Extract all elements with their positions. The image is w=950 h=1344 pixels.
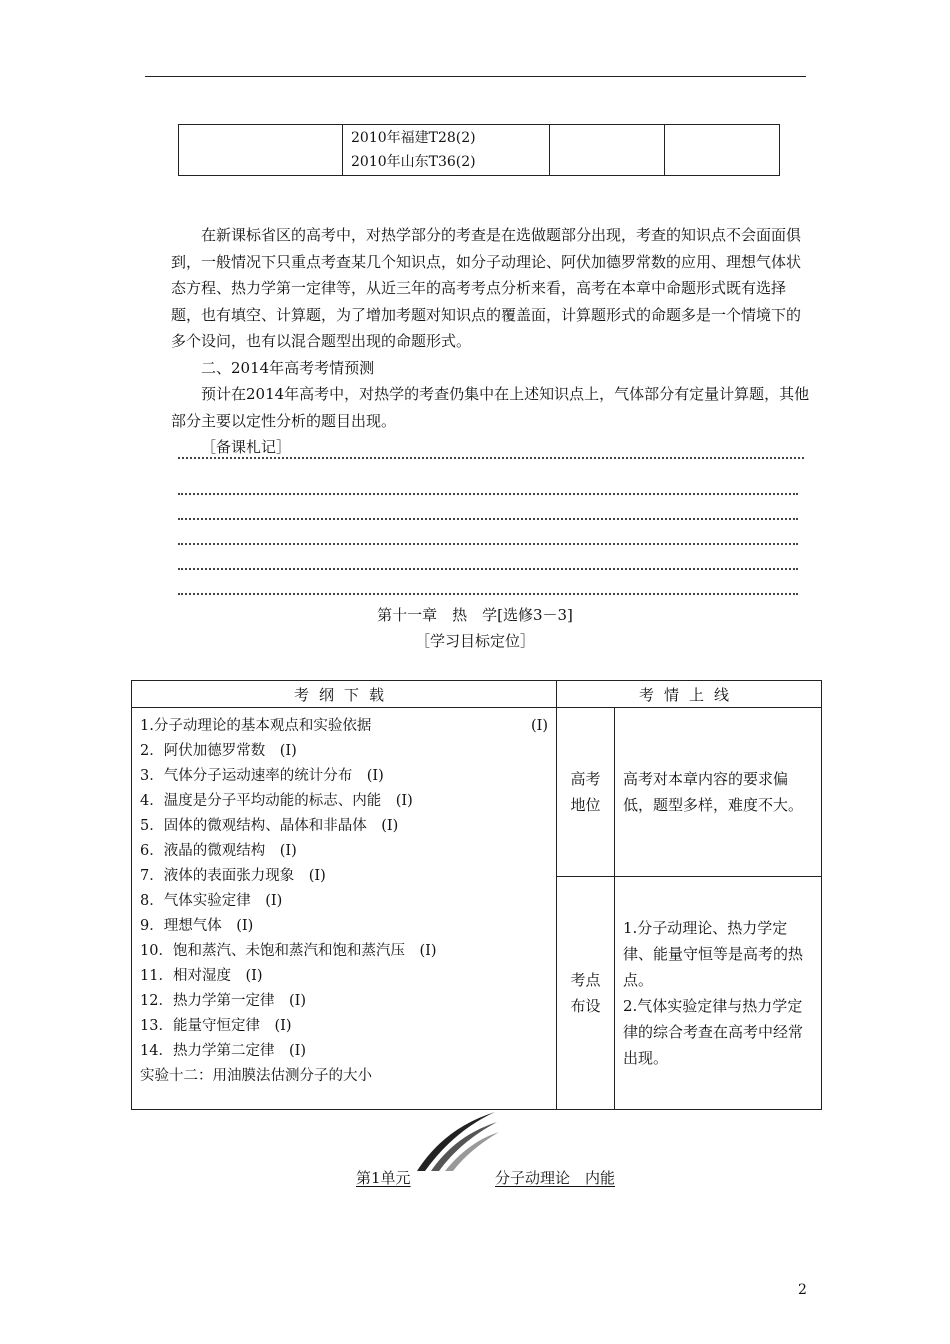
notes-line xyxy=(178,568,798,570)
notes-line xyxy=(178,457,804,459)
syllabus-item: 5．固体的微观结构、晶体和非晶体 (Ⅰ) xyxy=(140,818,399,834)
page-number: 2 xyxy=(798,1282,807,1298)
syllabus-item: 10．饱和蒸汽、未饱和蒸汽和饱和蒸汽压 (Ⅰ) xyxy=(140,943,437,959)
syllabus-item: 13．能量守恒定律 (Ⅰ) xyxy=(140,1018,292,1034)
table-cell-sources xyxy=(343,125,550,176)
syllabus-list xyxy=(132,708,557,1110)
syllabus-item: 3．气体分子运动速率的统计分布 (Ⅰ) xyxy=(140,768,384,784)
table-cell-empty xyxy=(179,125,343,176)
notes-line xyxy=(178,543,798,545)
position-label: 高考 地位 xyxy=(557,708,615,877)
unit-number: 第1单元 xyxy=(356,1169,411,1187)
syllabus-item: 实验十二：用油膜法估测分子的大小 xyxy=(140,1068,372,1084)
syllabus-header: 考纲下载 xyxy=(132,681,557,708)
unit-name: 分子动理论 内能 xyxy=(495,1169,616,1187)
focus-point: 1.分子动理论、热力学定律、能量守恒等是高考的热点。 xyxy=(623,919,804,989)
swoosh-decoration-icon xyxy=(415,1108,500,1173)
syllabus-item: 4．温度是分子平均动能的标志、内能 (Ⅰ) xyxy=(140,793,413,809)
syllabus-item: 7．液体的表面张力现象 (Ⅰ) xyxy=(140,868,326,884)
focus-point: 2.气体实验定律与热力学定律的综合考查在高考中经常出现。 xyxy=(623,997,804,1067)
syllabus-item: 8．气体实验定律 (Ⅰ) xyxy=(140,893,283,909)
exam-source-table xyxy=(178,124,780,176)
intro-text xyxy=(171,222,811,461)
source-item: 2010年福建T28(2) xyxy=(351,130,476,146)
focus-label: 考点 布设 xyxy=(557,877,615,1110)
position-text: 高考对本章内容的要求偏低，题型多样，难度不大。 xyxy=(615,708,822,877)
chapter-title: 第十一章 热 学[选修3－3] xyxy=(377,606,573,624)
syllabus-item: 11．相对湿度 (Ⅰ) xyxy=(140,968,263,984)
syllabus-item: 14．热力学第二定律 (Ⅰ) xyxy=(140,1043,306,1059)
notes-line xyxy=(178,493,798,495)
syllabus-item: 6．液晶的微观结构 (Ⅰ) xyxy=(140,843,297,859)
focus-text xyxy=(615,877,822,1110)
forecast-heading: 二、2014年高考考情预测 xyxy=(201,358,375,377)
syllabus-item: 1.分子动理论的基本观点和实验依据 (Ⅰ) xyxy=(140,718,548,734)
header-rule xyxy=(145,76,806,77)
syllabus-item: 12．热力学第一定律 (Ⅰ) xyxy=(140,993,306,1009)
notes-label: ［备课札记］ xyxy=(201,438,292,456)
notes-line xyxy=(178,593,798,595)
intro-paragraph: 在新课标省区的高考中，对热学部分的考查是在选做题部分出现，考查的知识点不会面面俱到，一般情况下只重点考查某几个知识点，如分子动理论、阿伏加德罗常数的应用、理想气体状态方程、热力学第一定律等，从近三年的高考考点分析来看，高考在本章中命题形式既有选择题，也有填空、计算题，为了增加考题对知识点的覆盖面，计算题形式的命题多是一个情境下的多个设问，也有以混合题型出现的命题形式。 xyxy=(171,226,802,350)
table-cell-empty xyxy=(665,125,780,176)
forecast-paragraph: 预计在2014年高考中，对热学的考查仍集中在上述知识点上，气体部分有定量计算题，其他部分主要以定性分析的题目出现。 xyxy=(171,385,810,430)
table-cell-empty xyxy=(550,125,665,176)
syllabus-item: 9．理想气体 (Ⅰ) xyxy=(140,918,254,934)
exam-header: 考情上线 xyxy=(557,681,822,708)
source-item: 2010年山东T36(2) xyxy=(351,154,476,170)
syllabus-table xyxy=(131,680,822,1110)
syllabus-item: 2．阿伏加德罗常数 (Ⅰ) xyxy=(140,743,297,759)
chapter-subtitle: ［学习目标定位］ xyxy=(414,632,535,650)
notes-line xyxy=(178,518,798,520)
